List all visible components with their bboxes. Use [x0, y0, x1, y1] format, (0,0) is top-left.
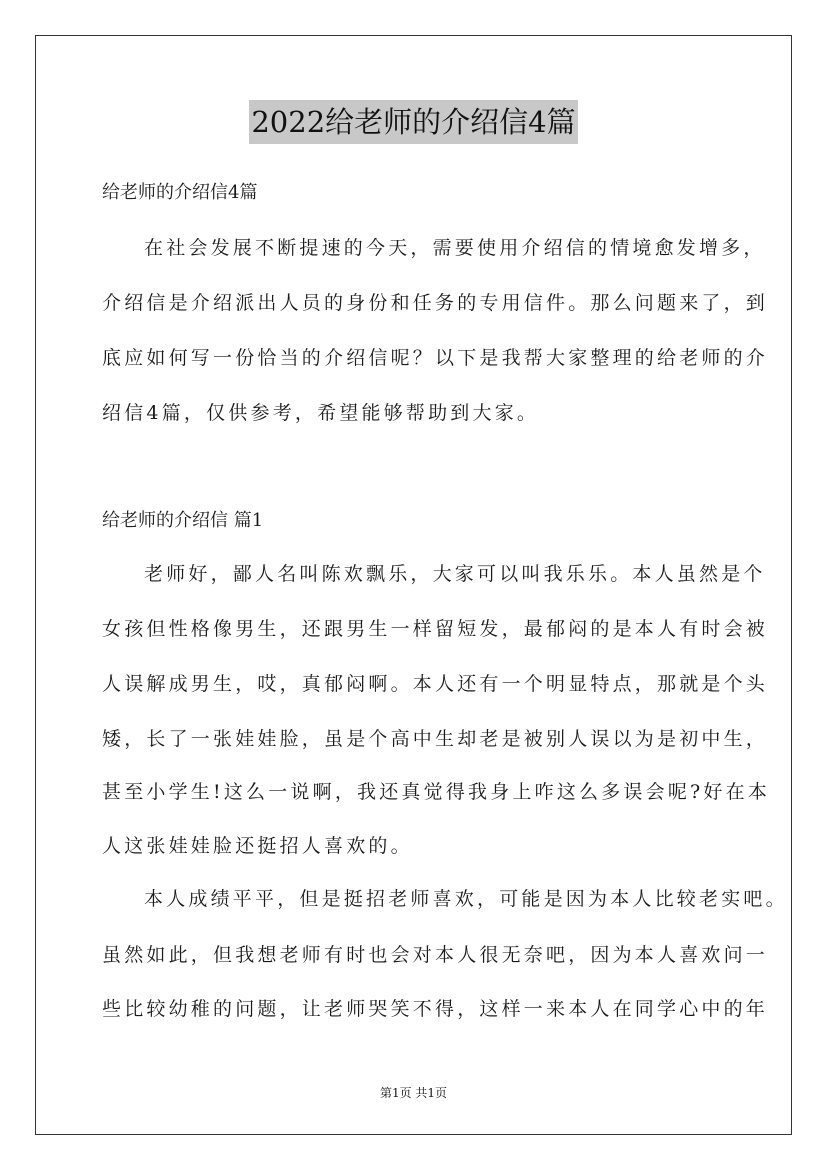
intro-line: 底应如何写一份恰当的介绍信呢？以下是我帮大家整理的给老师的介 [102, 347, 769, 369]
body-line: 人误解成男生，哎，真郁闷啊。本人还有一个明显特点，那就是个头 [102, 673, 769, 695]
body-line: 本人成绩平平，但是挺招老师喜欢，可能是因为本人比较老实吧。 [144, 888, 788, 910]
subheading: 给老师的介绍信4篇 [102, 182, 258, 203]
intro-line: 在社会发展不断提速的今天，需要使用介绍信的情境愈发增多， [144, 237, 766, 259]
intro-line: 绍信4篇，仅供参考，希望能够帮助到大家。 [102, 402, 540, 424]
section-heading: 给老师的介绍信 篇1 [102, 510, 264, 531]
document-title: 2022给老师的介绍信4篇 [249, 100, 577, 144]
body-line: 虽然如此，但我想老师有时也会对本人很无奈吧，因为本人喜欢问一 [102, 944, 769, 966]
body-line: 女孩但性格像男生，还跟男生一样留短发，最郁闷的是本人有时会被 [102, 618, 769, 640]
intro-line: 介绍信是介绍派出人员的身份和任务的专用信件。那么问题来了，到 [102, 292, 769, 314]
body-line: 矮，长了一张娃娃脸，虽是个高中生却老是被别人误以为是初中生， [102, 728, 769, 750]
body-line: 老师好，鄙人名叫陈欢飘乐，大家可以叫我乐乐。本人虽然是个 [144, 563, 766, 585]
title-container [0, 100, 827, 144]
body-line: 些比较幼稚的问题，让老师哭笑不得，这样一来本人在同学心中的年 [102, 998, 769, 1020]
page-footer: 第1页 共1页 [379, 1086, 448, 1100]
body-line: 人这张娃娃脸还挺招人喜欢的。 [102, 835, 413, 857]
body-line: 甚至小学生!这么一说啊，我还真觉得我身上咋这么多误会呢?好在本 [102, 781, 771, 803]
